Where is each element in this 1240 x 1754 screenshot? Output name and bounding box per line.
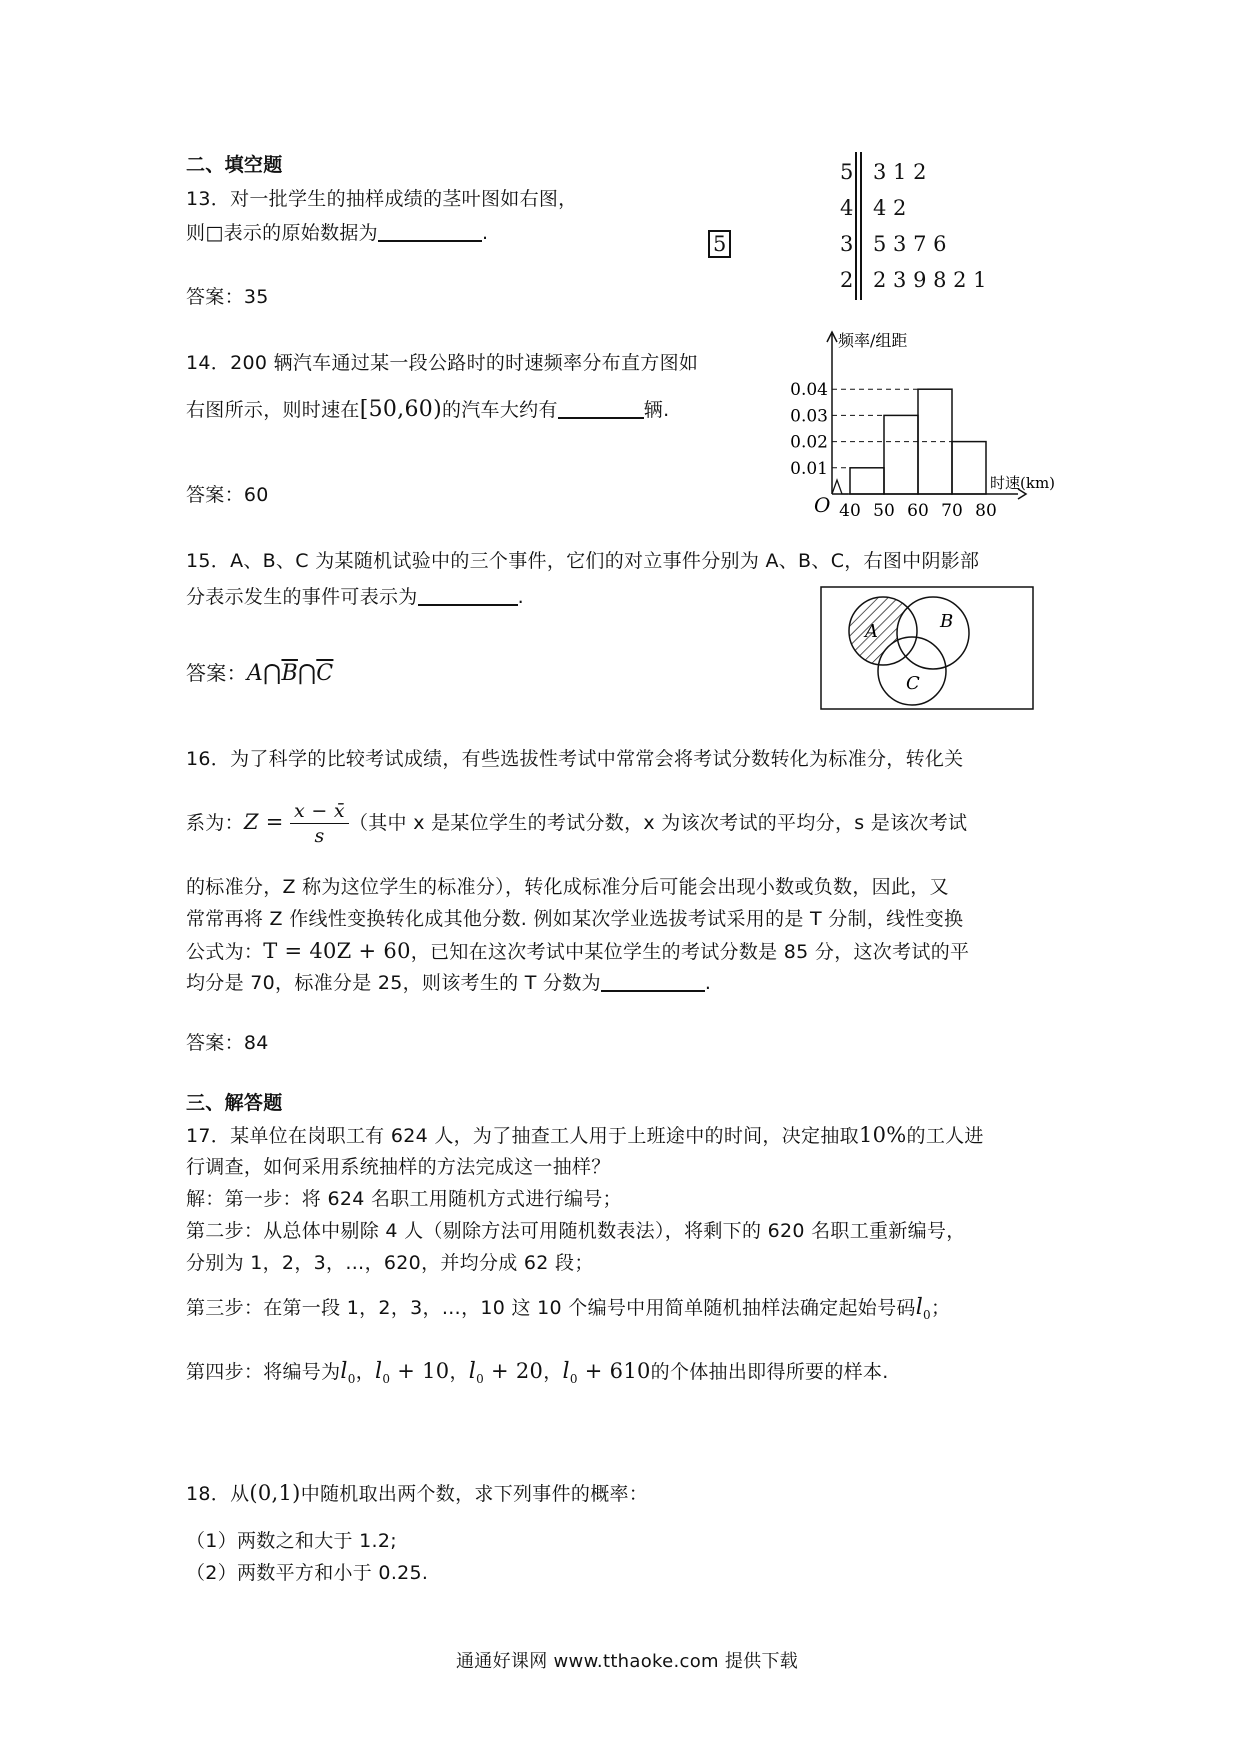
stem-leaf-right-row2: 4 2 <box>873 196 907 220</box>
stem-leaf-right-row1: 3 1 2 <box>873 160 927 184</box>
stem-row4: 2 <box>840 268 854 292</box>
q16-text-line6 <box>186 970 711 997</box>
q17-step3-end: ； <box>930 1297 951 1319</box>
q18-interval: (0,1) <box>249 1481 301 1505</box>
q18-part1: （1）两数之和大于 1.2; <box>186 1530 397 1552</box>
q14-answer: 答案：60 <box>186 484 269 506</box>
q13-line2-prefix: 则 <box>186 222 206 244</box>
q17-text-line1 <box>186 1122 984 1150</box>
stem-divider-right <box>860 152 862 300</box>
q15-answer-cap2: ⋂ <box>297 661 317 686</box>
q18-part2: （2）两数平方和小于 0.25. <box>186 1562 429 1584</box>
q13-answer-blank <box>378 220 482 242</box>
q17-step2-line1: 第二步：从总体中剔除 4 人（剔除方法可用随机数表法），将剩下的 620 名职工重新编号， <box>186 1220 966 1242</box>
histogram-bar <box>884 415 918 494</box>
q17-text-line2: 行调查，如何采用系统抽样的方法完成这一抽样？ <box>186 1156 611 1178</box>
q13-answer: 答案：35 <box>186 286 269 308</box>
q16-formula-lhs: Z = <box>243 810 284 834</box>
q13-box-char: □ <box>205 222 224 244</box>
y-axis-label: 频率/组距 <box>838 331 908 350</box>
q16-line6-text: 均分是 70，标准分是 25，则该考生的 T 分数为 <box>186 972 601 994</box>
q17-step3-text: 第三步：在第一段 1，2，3，…，10 这 10 个编号中用简单随机抽样法确定起始号码 <box>186 1297 916 1319</box>
q15-answer-cap1: ⋂ <box>263 661 282 686</box>
boxed-leaf-5: 5 <box>708 230 731 258</box>
q14-line2-prefix: 右图所示，则时速在 <box>186 399 360 421</box>
q16-linear-formula: T = 40Z + 60 <box>263 939 411 963</box>
q14-line2-suffix: 的汽车大约有 <box>441 399 558 421</box>
q16-line6-end: . <box>704 972 712 994</box>
section-heading-fill-in: 二、填空题 <box>186 154 283 176</box>
q15-answer-C-bar: $\overline{C}$ <box>316 661 334 686</box>
q15-answer-B-bar: $\overline{B}$ <box>281 661 298 686</box>
q17-step4-sep2: ， <box>449 1361 469 1383</box>
q17-step4-sep3: ， <box>543 1361 563 1383</box>
q17-l-symbol: l <box>915 1295 924 1320</box>
venn-diagram <box>820 586 1034 710</box>
q16-line2-rest: （其中 x 是某位学生的考试分数，x 为该次考试的平均分，s 是该次考试 <box>348 812 968 834</box>
stem-leaf-boxed-leaf <box>708 230 731 258</box>
q17-step4-term2-l: l <box>375 1359 383 1384</box>
q17-step4-term3-sub: 0 <box>476 1372 485 1386</box>
q16-line5-rest: ，已知在这次考试中某位学生的考试分数是 85 分，这次考试的平 <box>410 941 970 963</box>
q14-text-line1: 14．200 辆汽车通过某一段公路时的时速频率分布直方图如 <box>186 352 699 374</box>
q17-step4 <box>186 1358 889 1393</box>
q13-line2-end: . <box>481 222 489 244</box>
q15-answer-blank <box>418 584 518 606</box>
q14-interval: [50,60) <box>359 397 442 422</box>
stem-divider-left <box>855 152 857 300</box>
q17-percent: 10% <box>858 1123 907 1147</box>
q17-step4-term2-rest: + 10 <box>390 1359 450 1383</box>
q15-line2-text: 分表示发生的事件可表示为 <box>186 586 418 608</box>
q16-line5-prefix: 公式为： <box>186 941 264 963</box>
x-axis-label: 时速(km) <box>990 474 1056 492</box>
q16-answer: 答案：84 <box>186 1032 269 1054</box>
x-tick-label: 60 <box>907 501 929 520</box>
q13-line2-mid: 表示的原始数据为 <box>223 222 378 244</box>
section-heading-solve: 三、解答题 <box>186 1092 283 1114</box>
stem-row1: 5 <box>840 160 854 184</box>
q16-text-line4: 常常再将 Z 作线性变换转化成其他分数. 例如某次学业选拔考试采用的是 T 分制，线性变换 <box>186 908 964 930</box>
q17-step4-term4-l: l <box>562 1359 570 1384</box>
q15-line2-end: . <box>517 586 524 608</box>
q16-line2-prefix: 系为： <box>186 812 244 834</box>
q16-text-line2 <box>186 794 967 851</box>
q16-text-line1: 16．为了科学的比较考试成绩，有些选拔性考试中常常会将考试分数转化为标准分，转化关 <box>186 748 964 770</box>
axis-break-mark <box>832 480 848 494</box>
q17-step4-sep1: ， <box>355 1361 375 1383</box>
q16-text-line3: 的标准分，Z 称为这位学生的标准分），转化成标准分后可能会出现小数或负数，因此，又 <box>186 876 949 898</box>
x-tick-label: 40 <box>839 501 861 520</box>
y-tick-label: 0.03 <box>790 406 828 427</box>
y-tick-label: 0.01 <box>790 458 828 479</box>
stem-row2: 4 <box>840 196 854 220</box>
q17-step4-term3-l: l <box>468 1359 477 1384</box>
q16-text-line5 <box>186 938 969 966</box>
q14-line2-end: 辆. <box>643 399 670 421</box>
q13-text-line2 <box>186 220 488 247</box>
y-tick-label: 0.04 <box>790 380 828 401</box>
q17-step4-suffix: 的个体抽出即得所要的样本. <box>650 1361 889 1383</box>
q13-text-line1: 13．对一批学生的抽样成绩的茎叶图如右图， <box>186 188 578 210</box>
q17-step4-prefix: 第四步：将编号为 <box>186 1361 341 1383</box>
frequency-histogram <box>760 330 1080 520</box>
venn-label-c: C <box>906 673 920 694</box>
q17-step4-term1-sub: 0 <box>347 1372 356 1386</box>
venn-label-b: B <box>940 611 954 632</box>
q17-step4-term4-rest: + 610 <box>577 1359 651 1383</box>
stem-leaf-right-row3: 5 3 7 6 <box>873 232 947 256</box>
q17-step4-term2-sub: 0 <box>382 1372 391 1386</box>
q15-text-line1: 15．A、B、C 为某随机试验中的三个事件，它们的对立事件分别为 A、B、C，右图中阴影部 <box>186 550 980 572</box>
q17-l-subscript: 0 <box>923 1308 931 1322</box>
x-tick-label: 50 <box>873 501 895 520</box>
y-tick-label: 0.02 <box>790 432 828 453</box>
q16-formula-fraction <box>290 799 349 848</box>
q17-step3 <box>186 1294 950 1329</box>
q17-step4-term3-rest: + 20 <box>484 1359 544 1383</box>
venn-label-a: A <box>865 621 878 642</box>
q15-text-line2 <box>186 584 524 611</box>
q15-answer-A: A <box>246 661 264 686</box>
q16-formula-numerator: x − x̄ <box>290 799 349 824</box>
q18-text-line1 <box>186 1480 648 1508</box>
q16-answer-blank <box>601 970 705 992</box>
q16-formula-denominator: s <box>314 825 325 847</box>
histogram-bar <box>952 442 986 494</box>
q17-step1: 解：第一步：将 624 名职工用随机方式进行编号； <box>186 1188 622 1210</box>
q17-line1-a: 17．某单位在岗职工有 624 人，为了抽查工人用于上班途中的时间，决定抽取 <box>186 1125 859 1147</box>
q14-text-line2 <box>186 396 669 424</box>
q15-answer <box>186 660 333 687</box>
q15-answer-prefix: 答案： <box>186 661 247 685</box>
footer-text: 通通好课网 www.tthaoke.com 提供下载 <box>456 1651 799 1672</box>
x-tick-label: 80 <box>975 501 997 520</box>
stem-leaf-right-row4: 2 3 9 8 2 1 <box>873 268 987 292</box>
histogram-bar <box>850 468 884 494</box>
q18-line1-b: 中随机取出两个数，求下列事件的概率： <box>300 1483 649 1505</box>
q14-answer-blank <box>558 397 644 419</box>
stem-row3: 3 <box>840 232 854 256</box>
q17-step2-line2: 分别为 1，2，3，…，620，并均分成 62 段； <box>186 1252 594 1274</box>
q17-step4-term4-sub: 0 <box>569 1372 578 1386</box>
origin-label: O <box>814 493 831 517</box>
x-tick-label: 70 <box>941 501 963 520</box>
q17-step4-term1-l: l <box>340 1359 348 1384</box>
q18-line1-a: 18．从 <box>186 1483 250 1505</box>
q17-line1-b: 的工人进 <box>906 1125 984 1147</box>
